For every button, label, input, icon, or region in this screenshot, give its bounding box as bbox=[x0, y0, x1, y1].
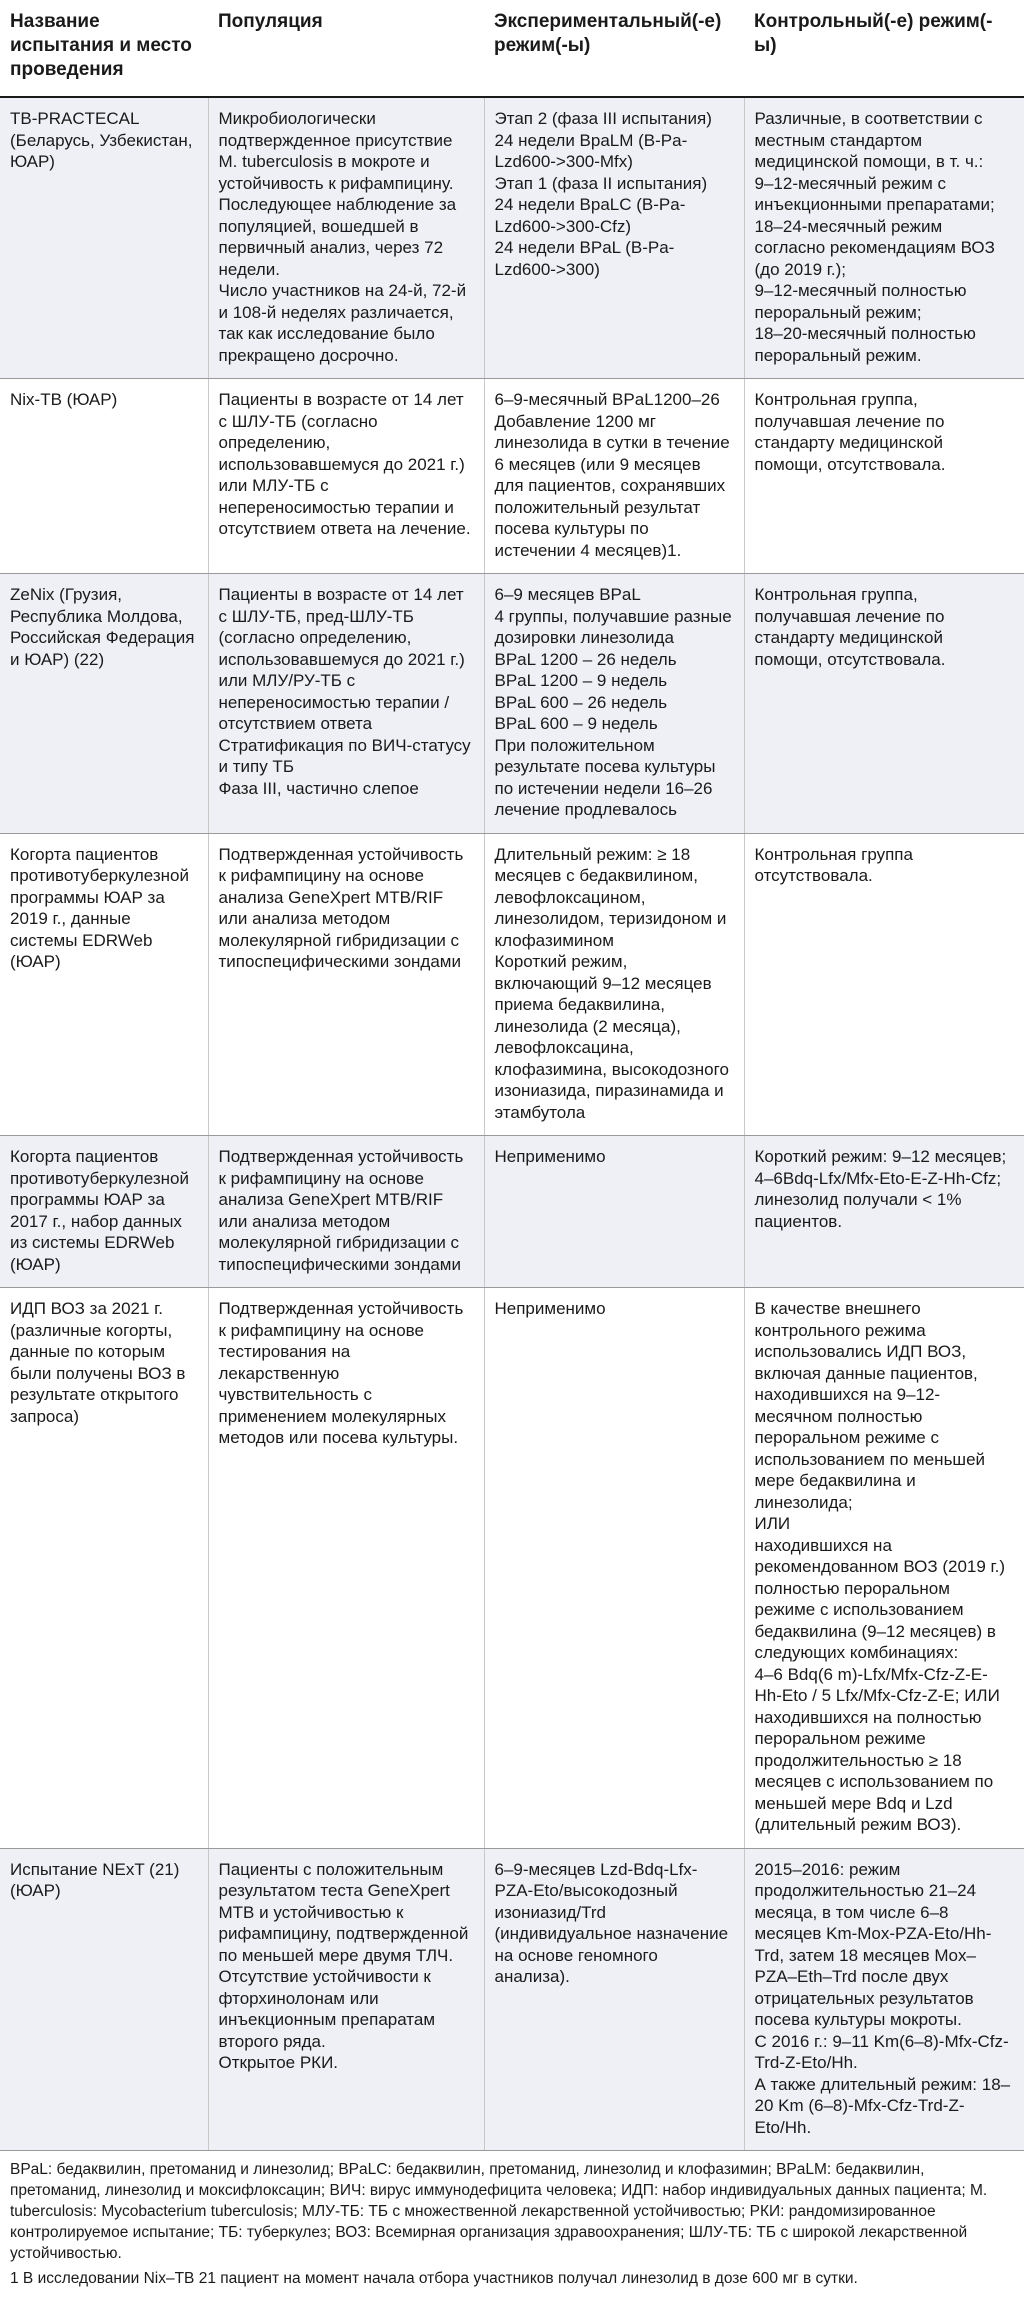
cell-population bbox=[208, 379, 484, 574]
cell-line: Контрольная группа отсутствовала. bbox=[754, 844, 913, 885]
cell-name bbox=[0, 1288, 208, 1849]
table-body bbox=[0, 97, 1024, 2151]
footnotes bbox=[0, 2151, 1024, 2289]
cell-line: 6–9 месяцев BPaL bbox=[494, 585, 641, 604]
table-row bbox=[0, 574, 1024, 834]
cell-line: Неприменимо bbox=[494, 1147, 606, 1166]
cell-control bbox=[744, 97, 1024, 379]
cell-control bbox=[744, 379, 1024, 574]
cell-population bbox=[208, 833, 484, 1136]
cell-experimental bbox=[484, 379, 744, 574]
cell-line: 2015–2016: режим продолжительностью 21–24 месяца, в том числе 6–8 месяцев Km-Mox-PZA-Eto/Hh-Trd, затем 18 месяцев Mox–PZA–Eth–Trd после двух отрицательных результатов посева культуры мокроты. bbox=[754, 1859, 992, 2029]
table-header bbox=[0, 0, 1024, 97]
cell-experimental bbox=[484, 97, 744, 379]
cell-line: Открытое РКИ. bbox=[218, 2053, 339, 2072]
cell-line: Короткий режим: 9–12 месяцев; 4–6Bdq-Lfx/Mfx-Eto-E-Z-Hh-Cfz; линезолид получали < 1% пациентов. bbox=[754, 1147, 1007, 1231]
cell-line: Когорта пациентов противотуберкулезной программы ЮАР за 2019 г., данные системы EDRWeb (ЮАР) bbox=[10, 844, 189, 971]
cell-line: BPaL 1200 – 26 недель bbox=[494, 649, 677, 669]
cell-line: 4–6 Bdq(6 m)-Lfx/Mfx-Cfz-Z-E-Hh-Eto / 5 Lfx/Mfx-Cfz-Z-E; ИЛИ находившихся на полностью пероральном режиме продолжительностью ≥ 18 месяцев с использованием по меньшей мере Bdq и Lzd (длительный режим ВОЗ). bbox=[754, 1664, 1000, 1834]
cell-line: Различные, в соответствии с местным стандартом медицинской помощи, в т. ч.: bbox=[754, 109, 984, 171]
header-name: Название испытания и место проведения bbox=[0, 0, 208, 97]
table-row bbox=[0, 379, 1024, 574]
cell-experimental bbox=[484, 1136, 744, 1288]
table-row bbox=[0, 1288, 1024, 1849]
cell-line: Микробиологически подтвержденное присутствие M. tuberculosis в мокроте и устойчивость к рифампицину. bbox=[218, 109, 454, 193]
cell-line: Неприменимо bbox=[494, 1299, 606, 1318]
table-row bbox=[0, 833, 1024, 1136]
cell-control bbox=[744, 1136, 1024, 1288]
cell-line: 18–20-месячный полностью пероральный режим. bbox=[754, 324, 976, 365]
cell-control bbox=[744, 1848, 1024, 2151]
cell-line: Подтвержденная устойчивость к рифампицину на основе тестирования на лекарственную чувствительность с применением молекулярных методов или посева культуры. bbox=[218, 1299, 464, 1447]
cell-line: Стратификация по ВИЧ-статусу и типу ТБ bbox=[218, 735, 471, 776]
cell-line: Контрольная группа, получавшая лечение по стандарту медицинской помощи, отсутствовала. bbox=[754, 585, 946, 669]
cell-population bbox=[208, 97, 484, 379]
cell-line: Этап 2 (фаза III испытания) bbox=[494, 109, 712, 128]
cell-line: ИЛИ bbox=[754, 1514, 791, 1533]
cell-line: 24 недели BpaLC (B-Pa-Lzd600->300-Cfz) bbox=[494, 195, 686, 236]
cell-control bbox=[744, 574, 1024, 834]
cell-line: Пациенты с положительным результатом теста GeneXpert MTB и устойчивостью к рифампицину, подтвержденной по меньшей мере двумя ТЛЧ. bbox=[218, 1859, 469, 1965]
cell-line: 24 недели BpaLM (B-Pa-Lzd600->300-Mfx) bbox=[494, 130, 688, 171]
cell-line: Nix-TB (ЮАР) bbox=[10, 390, 118, 409]
abbreviations-note: BPaL: бедаквилин, претоманид и линезолид; BPaLC: бедаквилин, претоманид, линезолид и клофазимин; BPaLM: бедаквилин, претоманид, линезолид и моксифлоксацин; ВИЧ: вирус иммунодефицита человека; ИДП: набор индивидуальных данных пациента; M. tuberculosis: Mycobacterium tuberculosis; МЛУ-ТБ: ТБ с множественной лекарственной устойчивостью; РКИ: рандомизированное контролируемое испытание; ТБ: туберкулез; ВОЗ: Всемирная организация здравоохранения; ШЛУ-ТБ: ТБ с широкой лекарственной устойчивостью. bbox=[10, 2161, 988, 2262]
cell-line: При положительном результате посева культуры по истечении недели 16–26 лечение продлевалось bbox=[494, 735, 716, 819]
header-experimental: Экспериментальный(-е) режим(-ы) bbox=[484, 0, 744, 97]
cell-population bbox=[208, 1136, 484, 1288]
cell-population bbox=[208, 574, 484, 834]
cell-line: 6–9-месяцев Lzd-Bdq-Lfx-PZA-Eto/высокодозный изониазид/Trd (индивидуальное назначение на основе геномного анализа). bbox=[494, 1859, 729, 1986]
cell-experimental bbox=[484, 833, 744, 1136]
cell-line: Фаза III, частично слепое bbox=[218, 778, 419, 798]
cell-line: 9–12-месячный полностью пероральный режим; bbox=[754, 281, 967, 322]
cell-line: Короткий режим, включающий 9–12 месяцев приема бедаквилина, линезолида (2 месяца), левофлоксацина, клофазимина, высокодозного изониазида, пиразинамида и этамбутола bbox=[494, 952, 729, 1122]
cell-line: Когорта пациентов противотуберкулезной программы ЮАР за 2017 г., набор данных из системы EDRWeb (ЮАР) bbox=[10, 1147, 189, 1274]
cell-line: BPaL 1200 – 9 недель bbox=[494, 671, 668, 690]
cell-line: Этап 1 (фаза II испытания) bbox=[494, 173, 708, 193]
header-population: Популяция bbox=[208, 0, 484, 97]
cell-control bbox=[744, 1288, 1024, 1849]
cell-line: 4 группы, получавшие разные дозировки линезолида bbox=[494, 606, 732, 647]
cell-experimental bbox=[484, 574, 744, 834]
cell-population bbox=[208, 1288, 484, 1849]
cell-line: 24 недели BPaL (B-Pa-Lzd600->300) bbox=[494, 238, 675, 279]
table-row bbox=[0, 1848, 1024, 2151]
cell-line: В качестве внешнего контрольного режима использовались ИДП ВОЗ, включая данные пациентов, находившихся на 9–12-месячном полностью пероральном режиме с использованием по меньшей мере бедаквилина и линезолида; bbox=[754, 1299, 986, 1512]
cell-name bbox=[0, 379, 208, 574]
table-row bbox=[0, 97, 1024, 379]
cell-line: 9–12-месячный режим с инъекционными препаратами; bbox=[754, 173, 995, 214]
header-control: Контрольный(-е) режим(-ы) bbox=[744, 0, 1024, 97]
table-row bbox=[0, 1136, 1024, 1288]
cell-name bbox=[0, 97, 208, 379]
cell-line: Пациенты в возрасте от 14 лет с ШЛУ-ТБ, пред-ШЛУ-ТБ (согласно определению, использовавшемуся до 2021 г.) или МЛУ/РУ-ТБ с непереносимостью терапии / отсутствием ответа bbox=[218, 585, 465, 733]
cell-control bbox=[744, 833, 1024, 1136]
cell-line: 18–24-месячный режим согласно рекомендациям ВОЗ (до 2019 г.); bbox=[754, 216, 995, 279]
cell-experimental bbox=[484, 1848, 744, 2151]
footnote-1: 1 В исследовании Nix–TB 21 пациент на момент начала отбора участников получал линезолид в дозе 600 мг в сутки. bbox=[10, 2270, 858, 2287]
cell-line: TB-PRACTECAL (Беларусь, Узбекистан, ЮАР) bbox=[10, 109, 193, 171]
cell-line: BPaL 600 – 9 недель bbox=[494, 714, 658, 733]
cell-line: 6–9-месячный BPaL1200–26 bbox=[494, 390, 720, 409]
cell-line: Отсутствие устойчивости к фторхинолонам или инъекционным препаратам второго ряда. bbox=[218, 1967, 436, 2051]
cell-name bbox=[0, 1136, 208, 1288]
cell-line: А также длительный режим: 18–20 Km (6–8)-Mfx-Cfz-Trd-Z-Eto/Hh. bbox=[754, 2074, 1011, 2137]
cell-line: находившихся на рекомендованном ВОЗ (2019 г.) полностью пероральном режиме с использованием бедаквилина (9–12 месяцев) в следующих комбинациях: bbox=[754, 1535, 1006, 1662]
cell-line: Испытание NExT (21) (ЮАР) bbox=[10, 1859, 180, 1900]
cell-line: Число участников на 24-й, 72-й и 108-й неделях различается, так как исследование было прекращено досрочно. bbox=[218, 281, 467, 365]
cell-name bbox=[0, 833, 208, 1136]
cell-experimental bbox=[484, 1288, 744, 1849]
cell-line: Последующее наблюдение за популяцией, вошедшей в первичный анализ, через 72 недели. bbox=[218, 195, 457, 279]
cell-line: Добавление 1200 мг линезолида в сутки в течение 6 месяцев (или 9 месяцев для пациентов, сохранявших положительный результат посева культуры по истечении 4 месяцев)1. bbox=[494, 411, 730, 560]
cell-line: ИДП ВОЗ за 2021 г. (различные когорты, данные по которым были получены ВОЗ в результате открытого запроса) bbox=[10, 1299, 186, 1426]
cell-population bbox=[208, 1848, 484, 2151]
cell-line: BPaL 600 – 26 недель bbox=[494, 692, 668, 712]
cell-name bbox=[0, 574, 208, 834]
cell-line: Подтвержденная устойчивость к рифампицину на основе анализа GeneXpert MTB/RIF или анализа методом молекулярной гибридизации с типоспецифическими зондами bbox=[218, 844, 464, 971]
cell-line: ZeNix (Грузия, Республика Молдова, Российская Федерация и ЮАР) (22) bbox=[10, 585, 195, 669]
cell-line: Пациенты в возрасте от 14 лет с ШЛУ-ТБ (согласно определению, использовавшемуся до 2021 г.) или МЛУ-ТБ с непереносимостью терапии и отсутствием ответа на лечение. bbox=[218, 390, 471, 538]
cell-name bbox=[0, 1848, 208, 2151]
cell-line: Подтвержденная устойчивость к рифампицину на основе анализа GeneXpert MTB/RIF или анализа методом молекулярной гибридизации с типоспецифическими зондами bbox=[218, 1147, 464, 1274]
cell-line: Контрольная группа, получавшая лечение по стандарту медицинской помощи, отсутствовала. bbox=[754, 390, 946, 474]
cell-line: С 2016 г.: 9–11 Km(6–8)-Mfx-Cfz-Trd-Z-Eto/Hh. bbox=[754, 2031, 1009, 2072]
cell-line: Длительный режим: ≥ 18 месяцев с бедаквилином, левофлоксацином, линезолидом, теризидоном и клофазимином bbox=[494, 844, 727, 950]
